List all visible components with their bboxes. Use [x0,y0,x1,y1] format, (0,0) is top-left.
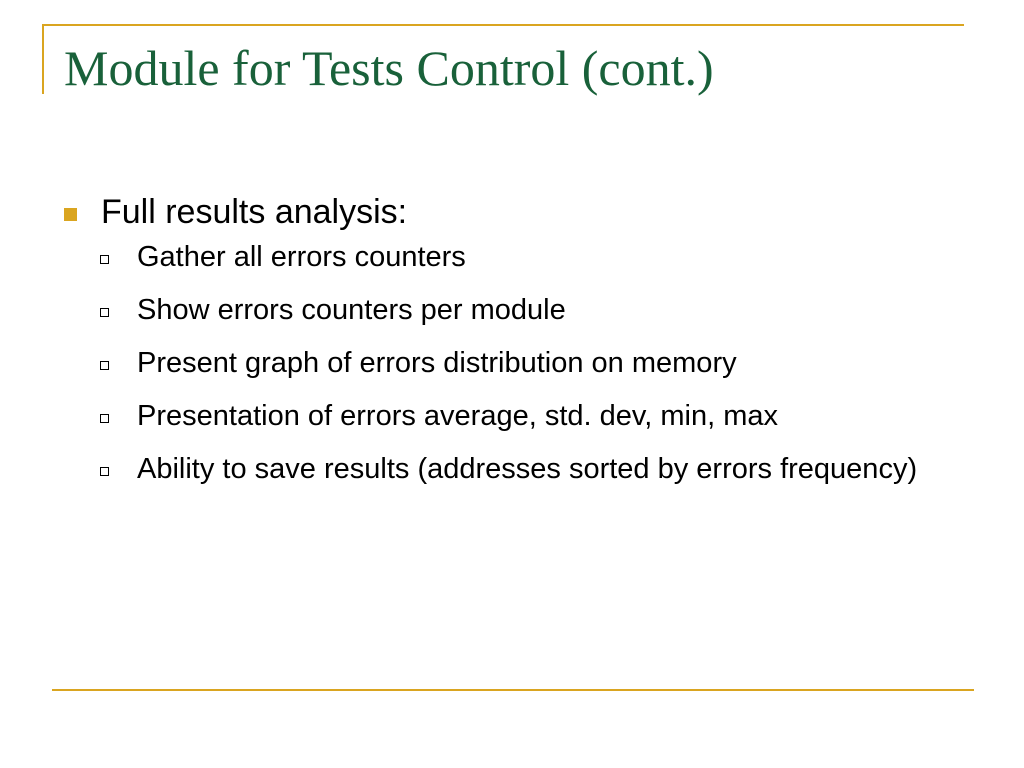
hollow-square-bullet-icon [100,361,109,370]
top-accent-line [42,24,964,26]
sub-bullet-text: Show errors counters per module [137,294,566,326]
hollow-square-bullet-icon [100,308,109,317]
sub-bullet-item [64,399,967,434]
sub-bullet-text: Gather all errors counters [137,241,466,273]
slide-content [64,188,964,505]
sub-bullet-text: Ability to save results (addresses sorted by errors frequency) [137,453,918,485]
sub-bullet-item [64,452,967,487]
sub-bullet-item [64,293,967,328]
bottom-accent-line [52,689,974,691]
bullet-item [64,188,964,236]
left-accent-line [42,24,44,94]
sub-bullet-list [64,240,964,487]
sub-bullet-text: Present graph of errors distribution on memory [137,347,737,379]
bullet-text: Full results analysis: [101,193,408,231]
hollow-square-bullet-icon [100,467,109,476]
sub-bullet-text: Presentation of errors average, std. dev, min, max [137,400,778,432]
square-bullet-icon [64,208,77,221]
hollow-square-bullet-icon [100,414,109,423]
sub-bullet-item [64,346,967,381]
sub-bullet-item [64,240,967,275]
hollow-square-bullet-icon [100,255,109,264]
slide-title: Module for Tests Control (cont.) [64,40,714,96]
